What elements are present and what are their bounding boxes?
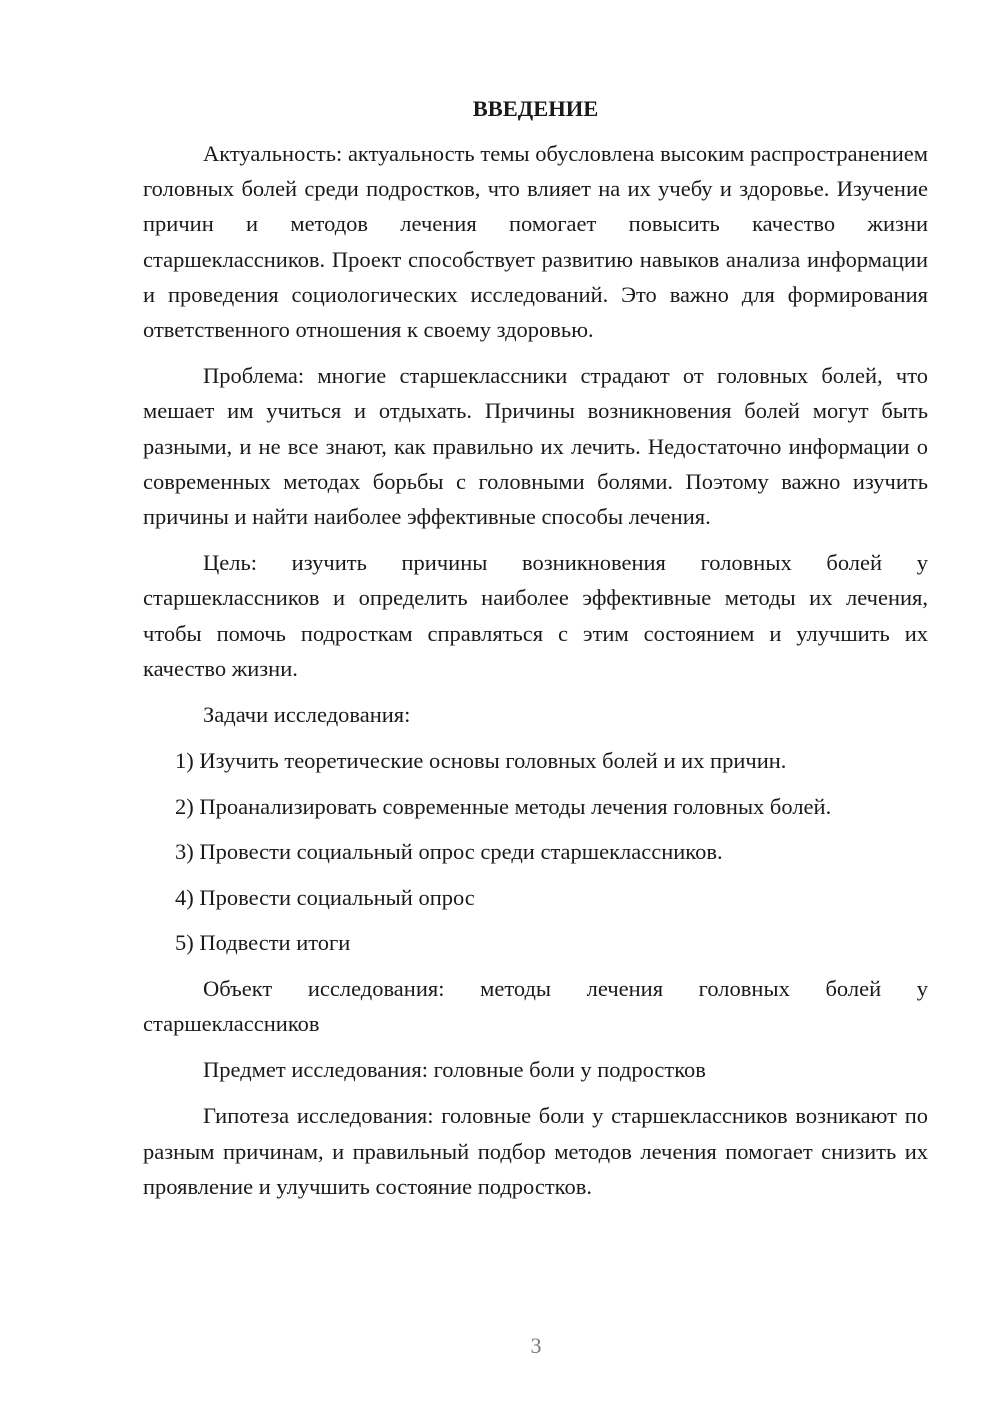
task-item: 2) Проанализировать современные методы лечения головных болей. (175, 793, 832, 819)
object-paragraph: Объект исследования: методы лечения головных болей у старшеклассников (143, 975, 928, 1036)
document-page (143, 92, 928, 1215)
page-number: 3 (530, 1333, 542, 1358)
relevance-paragraph: Актуальность: актуальность темы обусловлена высоким распространением головных болей среди подростков, что влияет на их учебу и здоровье. Изучение причин и методов лечения помогает повысить качество жизни старшеклассников. Проект способствует развитию навыков анализа информации и проведения социологических исследований. Это важно для формирования ответственного отношения к своему здоровью. (143, 141, 928, 343)
tasks-list (143, 743, 928, 960)
subject-paragraph: Предмет исследования: головные боли у подростков (203, 1057, 706, 1083)
task-item: 5) Подвести итоги (175, 930, 351, 956)
hypothesis-paragraph: Гипотеза исследования: головные боли у старшеклассников возникают по разным причинам, и правильный подбор методов лечения помогает снизить их проявление и улучшить состояние подростков. (143, 1103, 928, 1199)
document-title: ВВЕДЕНИЕ (472, 96, 599, 121)
problem-paragraph: Проблема: многие старшеклассники страдают от головных болей, что мешает им учиться и отдыхать. Причины возникновения болей могут быть разными, и не все знают, как правильно их лечить. Недостаточно информации о современных методах борьбы с головными болями. Поэтому важно изучить причины и найти наиболее эффективные способы лечения. (143, 363, 928, 530)
task-item: 3) Провести социальный опрос среди старшеклассников. (175, 839, 723, 865)
task-item: 4) Провести социальный опрос (175, 884, 475, 910)
goal-paragraph: Цель: изучить причины возникновения головных болей у старшеклассников и определить наиболее эффективные методы их лечения, чтобы помочь подросткам справляться с этим состоянием и улучшить их качество жизни. (143, 550, 928, 681)
tasks-heading: Задачи исследования: (203, 702, 411, 728)
task-item: 1) Изучить теоретические основы головных болей и их причин. (175, 748, 787, 774)
